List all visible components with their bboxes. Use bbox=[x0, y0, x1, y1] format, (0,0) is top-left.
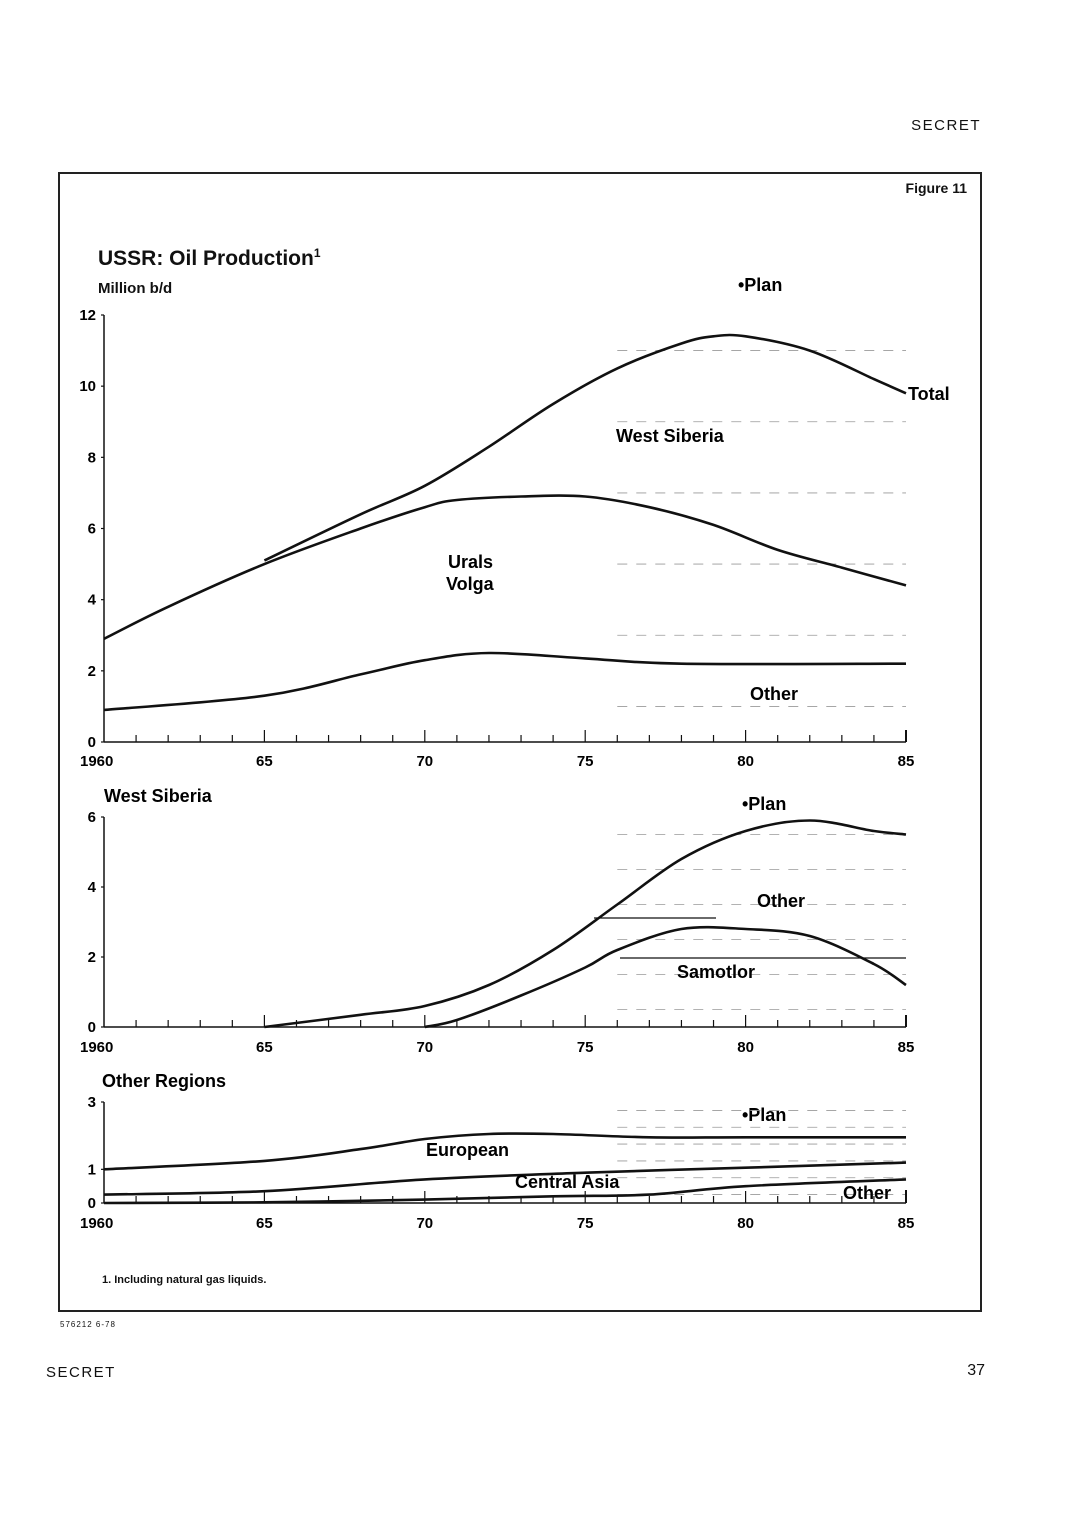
panel2-x-tick-label: 70 bbox=[416, 1039, 434, 1056]
panel1-label-west-siberia: West Siberia bbox=[616, 426, 724, 446]
panel2-x-tick-label: 1960 bbox=[80, 1039, 114, 1056]
panel1-x-tick-label: 80 bbox=[737, 753, 754, 770]
panel1-x-tick-label: 75 bbox=[576, 753, 594, 770]
panel1-series-line-total bbox=[264, 335, 906, 561]
panel1-x-tick-label: 65 bbox=[256, 753, 273, 770]
panel2-label-samotlor: Samotlor bbox=[677, 962, 756, 982]
panel2-plan-label: •Plan bbox=[742, 794, 787, 814]
panel3-y-tick-label: 0 bbox=[87, 1195, 96, 1212]
panel2-y-tick-label: 0 bbox=[87, 1019, 96, 1036]
panel3-label-european: European bbox=[426, 1140, 510, 1160]
panel1-y-tick-label: 0 bbox=[87, 734, 96, 751]
panel2-y-tick-label: 2 bbox=[87, 949, 96, 966]
panel1-y-tick-label: 12 bbox=[79, 307, 96, 324]
panel1-plan-label: •Plan bbox=[738, 275, 783, 295]
footnote: 1. Including natural gas liquids. bbox=[102, 1274, 267, 1286]
header-classification: SECRET bbox=[911, 117, 981, 134]
panel1-x-tick-label: 70 bbox=[416, 753, 434, 770]
panel1-label-total: Total bbox=[908, 384, 950, 404]
panel3-x-tick-label: 75 bbox=[576, 1215, 594, 1232]
panel1-y-tick-label: 8 bbox=[87, 449, 96, 467]
panel3-x-tick-label: 70 bbox=[416, 1215, 434, 1232]
panel3-label-central-asia: Central Asia bbox=[515, 1172, 620, 1192]
panel1-label-volga: Volga bbox=[446, 574, 494, 594]
panel1-y-tick-label: 2 bbox=[87, 662, 96, 680]
panel1-x-tick-label: 1960 bbox=[80, 753, 114, 770]
figure-label: Figure 11 bbox=[905, 180, 967, 196]
panel2-x-tick-label: 75 bbox=[576, 1039, 594, 1056]
panel2-x-tick-label: 65 bbox=[256, 1039, 273, 1056]
footer-classification: SECRET bbox=[46, 1364, 116, 1381]
panel3-x-tick-label: 65 bbox=[256, 1215, 273, 1232]
panel1-label-urals: Urals bbox=[448, 552, 494, 572]
page-number: 37 bbox=[967, 1362, 985, 1379]
panel1-series-line-urals-volga-upper bbox=[104, 496, 906, 639]
panel2-label-other: Other bbox=[757, 891, 806, 911]
unit-label: Million b/d bbox=[98, 280, 173, 297]
panel3-plan-label: •Plan bbox=[742, 1105, 787, 1125]
panel3-y-tick-label: 1 bbox=[87, 1161, 96, 1179]
panel3-series-line-central-asia bbox=[104, 1163, 906, 1195]
panel2-title: West Siberia bbox=[104, 786, 212, 806]
panel2-y-tick-label: 6 bbox=[87, 809, 96, 826]
panel3-y-tick-label: 3 bbox=[87, 1094, 96, 1111]
panel3-label-other: Other bbox=[843, 1183, 892, 1203]
panel1-y-tick-label: 4 bbox=[87, 591, 96, 609]
panel3-series-line-other bbox=[104, 1179, 906, 1203]
chart-title-text: USSR: Oil Production bbox=[98, 247, 314, 270]
panel1-y-tick-label: 6 bbox=[87, 520, 96, 538]
panel3-x-tick-label: 85 bbox=[897, 1215, 915, 1232]
panel3-x-tick-label: 80 bbox=[737, 1215, 754, 1232]
panel3-x-tick-label: 1960 bbox=[80, 1215, 114, 1232]
panel2-x-tick-label: 80 bbox=[737, 1039, 754, 1056]
panel2-series-line-west-siberia-total bbox=[264, 821, 906, 1028]
panel1-y-tick-label: 10 bbox=[79, 378, 96, 396]
panel1-x-tick-label: 85 bbox=[897, 753, 915, 770]
panel1-label-other: Other bbox=[750, 684, 799, 704]
panel2-x-tick-label: 85 bbox=[897, 1039, 915, 1056]
footnote-mark: 1 bbox=[313, 246, 321, 260]
panel3-title: Other Regions bbox=[102, 1071, 227, 1091]
panel2-y-tick-label: 4 bbox=[87, 879, 96, 896]
panel2-series-line-samotlor bbox=[425, 927, 906, 1027]
document-code: 576212 6-78 bbox=[60, 1320, 116, 1329]
